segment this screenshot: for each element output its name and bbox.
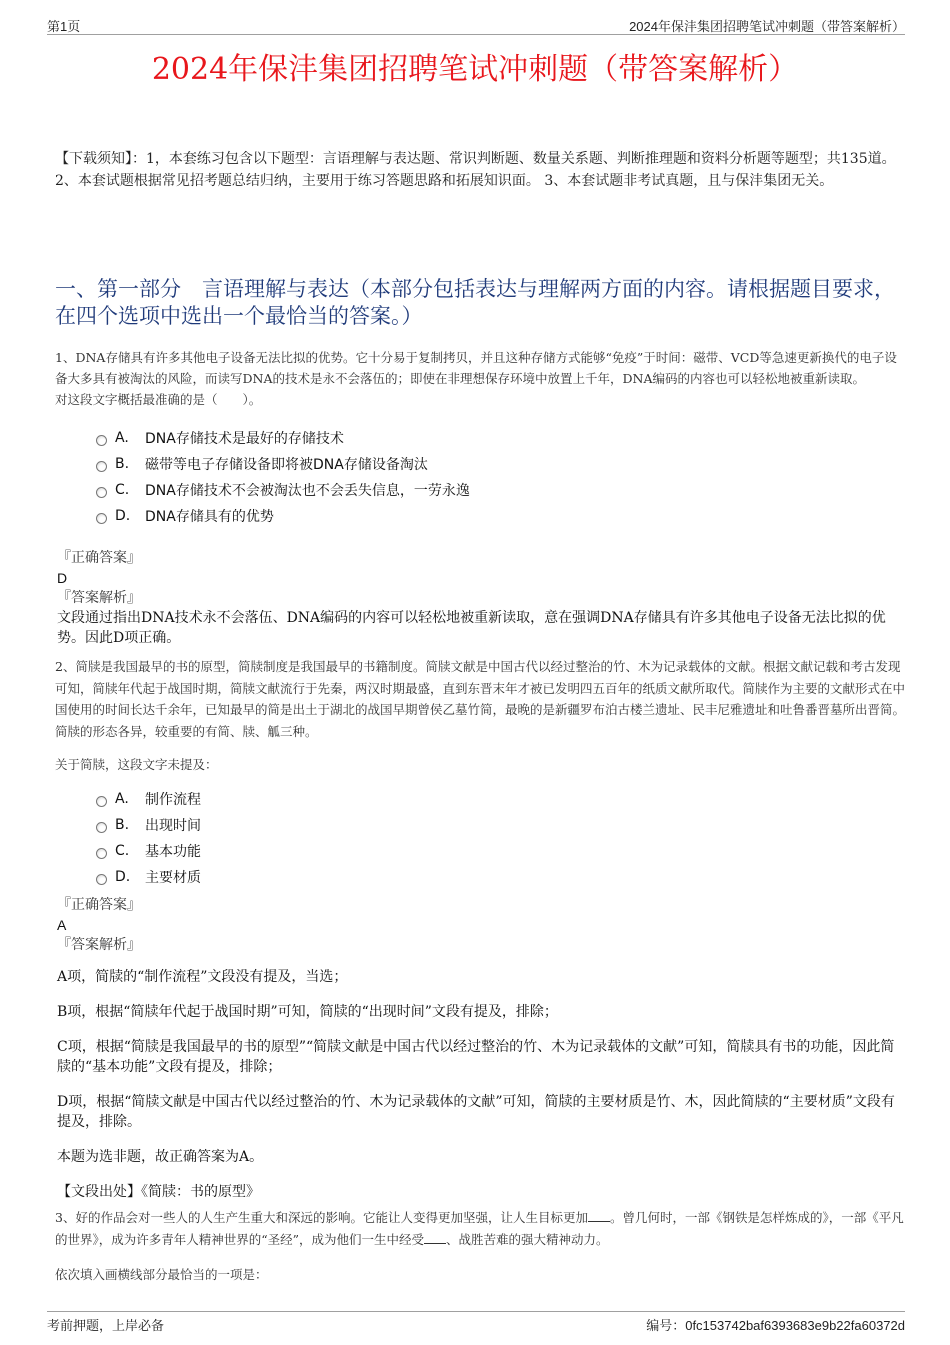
option-text: DNA存储技术不会被淘汰也不会丢失信息，一劳永逸: [145, 483, 470, 499]
option-text: DNA存储具有的优势: [145, 509, 274, 525]
radio-icon[interactable]: [96, 822, 107, 833]
question-stem: 1、DNA存储具有许多其他电子设备无法比拟的优势。它十分易于复制拷贝，并且这种存储方式能够“免疫”于时间：磁带、VCD等急速更新换代的电子设备大多具有被淘汰的风险，而读写DNA的技术是永不会落伍的；即使在非理想保存环境中放置上千年，DNA编码的内容也可以轻松地被重新读取。: [55, 350, 897, 386]
analysis-label: 『答案解析』: [57, 590, 141, 606]
option-text: 制作流程: [145, 792, 201, 808]
radio-icon[interactable]: [96, 848, 107, 859]
radio-icon[interactable]: [96, 513, 107, 524]
passage-source: 【文段出处】《简牍：书的原型》: [57, 1184, 260, 1200]
option-c[interactable]: C. DNA存储技术不会被淘汰也不会丢失信息，一劳永逸: [96, 477, 470, 503]
download-notice: 【下载须知】：1，本套练习包含以下题型：言语理解与表达题、常识判断题、数量关系题、判断推理题和资料分析题等题型；共135道。 2、本套试题根据常见招考题总结归纳，主要用于练习答题思路和拓展知识面。 3、本套试题非考试真题，且与保沣集团无关。: [55, 151, 896, 189]
question-1-options: [96, 425, 470, 529]
question-stem: 3、好的作品会对一些人的人生产生重大和深远的影响。它能让人变得更加坚强，让人生目标更加 。曾几何时，一部《钢铁是怎样炼成的》，一部《平凡的世界》，成为许多青年人精神世界的“圣经”，成为他们一生中经受 、战胜苦难的强大精神动力。: [55, 1210, 904, 1247]
question-1-answer: [57, 548, 907, 648]
analysis-label: 『答案解析』: [57, 937, 141, 953]
page-number: 第1页: [47, 19, 81, 34]
correct-answer-value: D: [57, 570, 68, 586]
question-3: [55, 1207, 905, 1286]
option-b[interactable]: B. 磁带等电子存储设备即将被DNA存储设备淘汰: [96, 451, 470, 477]
fill-blank-1: [588, 1209, 610, 1222]
option-d[interactable]: D. DNA存储具有的优势: [96, 503, 470, 529]
footer-slogan: 考前押题，上岸必备: [47, 1319, 165, 1334]
option-a[interactable]: A. 制作流程: [96, 786, 201, 812]
footer-serial: 编号：0fc153742baf6393683e9b22fa60372d: [646, 1318, 905, 1333]
radio-icon[interactable]: [96, 461, 107, 472]
question-2: [55, 656, 905, 776]
analysis-text: 文段通过指出DNA技术永不会落伍、DNA编码的内容可以轻松地被重新读取，意在强调DNA存储具有许多其他电子设备无法比拟的优势。因此D项正确。: [57, 610, 886, 646]
fill-blank-2: [424, 1231, 446, 1244]
option-c[interactable]: C. 基本功能: [96, 838, 201, 864]
radio-icon[interactable]: [96, 796, 107, 807]
option-text: 基本功能: [145, 844, 201, 860]
option-text: 主要材质: [145, 870, 201, 886]
analysis-item-a: A项，简牍的“制作流程”文段没有提及，当选；: [57, 969, 348, 985]
option-d[interactable]: D. 主要材质: [96, 864, 201, 890]
correct-answer-value: A: [57, 917, 67, 933]
radio-icon[interactable]: [96, 487, 107, 498]
radio-icon[interactable]: [96, 874, 107, 885]
page-header: [47, 14, 905, 35]
document-title: 2024年保沣集团招聘笔试冲刺题（带答案解析）: [151, 52, 799, 87]
correct-answer-label: 『正确答案』: [57, 550, 141, 566]
analysis-conclusion: 本题为选非题，故正确答案为A。: [57, 1149, 264, 1165]
question-prompt: 依次填入画横线部分最恰当的一项是：: [55, 1267, 268, 1282]
analysis-item-d: D项，根据“简牍文献是中国古代以经过整治的竹、木为记录载体的文献”可知，简牍的主要材质是竹、木，因此简牍的“主要材质”文段有提及，排除。: [57, 1094, 895, 1130]
analysis-item-b: B项，根据“简牍年代起于战国时期”可知，简牍的“出现时间”文段有提及，排除；: [57, 1004, 558, 1020]
option-text: 出现时间: [145, 818, 201, 834]
question-stem: 2、简牍是我国最早的书的原型，简牍制度是我国最早的书籍制度。简牍文献是中国古代以经过整治的竹、木为记录载体的文献。根据文献记载和考古发现可知，简牍年代起于战国时期，简牍文献流行于先秦，两汉时期最盛，直到东晋末年才被已发明四五百年的纸质文献所取代。简牍作为主要的文献形式在中国使用的时间长达千余年，已知最早的简是出土于湖北的战国早期曾侯乙墓竹简，最晚的是新疆罗布泊古楼兰遗址、民丰尼雅遗址和吐鲁番晋墓所出晋简。简牍的形态各异，较重要的有简、牍、觚三种。: [55, 659, 906, 739]
header-doc-title: 2024年保沣集团招聘笔试冲刺题（带答案解析）: [629, 19, 905, 34]
option-a[interactable]: A. DNA存储技术是最好的存储技术: [96, 425, 470, 451]
option-b[interactable]: B. 出现时间: [96, 812, 201, 838]
option-text: 磁带等电子存储设备即将被DNA存储设备淘汰: [145, 457, 428, 473]
question-prompt: 对这段文字概括最准确的是（ ）。: [55, 392, 262, 407]
correct-answer-label: 『正确答案』: [57, 897, 141, 913]
page-footer: [47, 1311, 905, 1334]
question-prompt: 关于简牍，这段文字未提及：: [55, 757, 218, 772]
serial-number: 0fc153742baf6393683e9b22fa60372d: [685, 1318, 905, 1333]
radio-icon[interactable]: [96, 435, 107, 446]
question-2-options: [96, 786, 201, 890]
section-title: 一、第一部分 言语理解与表达（本部分包括表达与理解两方面的内容。请根据题目要求，在四个选项中选出一个最恰当的答案。）: [55, 277, 895, 328]
question-2-answer: [57, 895, 907, 1202]
option-text: DNA存储技术是最好的存储技术: [145, 431, 344, 447]
analysis-item-c: C项，根据“简牍是我国最早的书的原型”“简牍文献是中国古代以经过整治的竹、木为记录载体的文献”可知，简牍具有书的功能，因此简牍的“基本功能”文段有提及，排除；: [57, 1039, 895, 1075]
question-1: [55, 347, 905, 410]
